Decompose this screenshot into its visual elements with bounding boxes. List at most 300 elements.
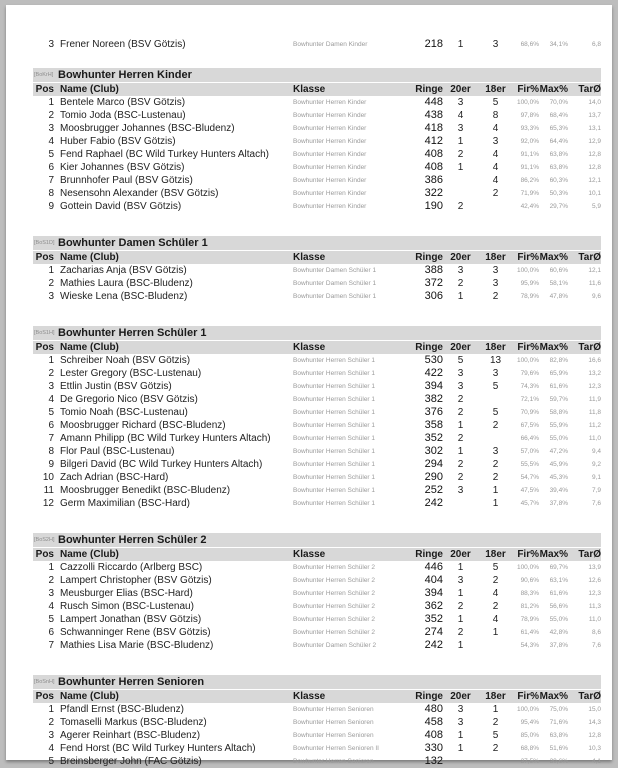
cell-max: 61,6% xyxy=(549,383,568,390)
cell-name: Amann Philipp (BC Wild Turkey Hunters Altach) xyxy=(60,433,271,444)
cell-pos: 4 xyxy=(48,743,54,754)
cell-fir: 81,2% xyxy=(520,603,539,610)
result-row xyxy=(33,587,601,600)
cell-20er: 1 xyxy=(457,743,464,754)
cell-20er: 1 xyxy=(457,588,464,599)
cell-pos: 7 xyxy=(48,175,54,186)
cell-klasse: Bowhunter Herren Senioren xyxy=(293,706,374,713)
cell-18er: 2 xyxy=(492,743,499,754)
cell-ringe: 422 xyxy=(424,367,443,379)
cell-ringe: 252 xyxy=(424,484,443,496)
result-row xyxy=(33,367,601,380)
cell-max: 58,8% xyxy=(549,409,568,416)
cell-fir: 72,1% xyxy=(520,396,539,403)
cell-tar: 13,1 xyxy=(588,125,601,132)
result-row xyxy=(33,135,601,148)
cell-20er: 2 xyxy=(457,278,464,289)
cell-ringe: 242 xyxy=(424,497,443,509)
result-row xyxy=(33,626,601,639)
cell-ringe: 388 xyxy=(424,264,443,276)
cell-name: Lester Gregory (BSC-Lustenau) xyxy=(60,368,202,379)
cell-klasse: Bowhunter Herren Schüler 2 xyxy=(293,629,376,636)
cell-tar: 12,1 xyxy=(588,267,601,274)
cell-tar: 11,6 xyxy=(588,280,601,287)
cell-klasse: Bowhunter Herren Schüler 1 xyxy=(293,370,376,377)
section-title-bar xyxy=(33,68,601,82)
cell-fir: 79,6% xyxy=(520,370,539,377)
cell-ringe: 306 xyxy=(424,290,443,302)
section-title: Bowhunter Herren Senioren xyxy=(58,676,205,688)
cell-pos: 6 xyxy=(48,627,54,638)
column-header-20er: 20er xyxy=(450,691,471,702)
cell-fir: 42,4% xyxy=(520,203,539,210)
cell-20er: 1 xyxy=(457,640,464,651)
cell-klasse: Bowhunter Herren Kinder xyxy=(293,125,367,132)
cell-fir: 78,9% xyxy=(520,293,539,300)
cell-tar: 12,3 xyxy=(588,590,601,597)
result-row xyxy=(33,96,601,109)
category-sections xyxy=(33,68,601,768)
cell-ringe: 290 xyxy=(424,471,443,483)
cell-fir: 97,8% xyxy=(520,112,539,119)
cell-name: Kier Johannes (BSV Götzis) xyxy=(60,162,185,173)
cell-name: Gottein David (BSV Götzis) xyxy=(60,201,182,212)
cell-fir: 45,7% xyxy=(520,500,539,507)
cell-klasse: Bowhunter Herren Senioren xyxy=(293,732,374,739)
cell-max: 63,8% xyxy=(549,164,568,171)
cell-max: 64,4% xyxy=(549,138,568,145)
column-header-18er: 18er xyxy=(485,342,506,353)
cell-tar: 12,8 xyxy=(588,151,601,158)
section-title-bar xyxy=(33,533,601,547)
cell-max: 45,3% xyxy=(549,474,568,481)
cell-ringe: 412 xyxy=(424,135,443,147)
cell-fir: 68,6% xyxy=(520,41,539,48)
column-header-20er: 20er xyxy=(450,549,471,560)
result-row xyxy=(33,122,601,135)
cell-tar: 11,9 xyxy=(588,396,601,403)
result-row xyxy=(33,148,601,161)
cell-ringe: 382 xyxy=(424,393,443,405)
cell-klasse: Bowhunter Herren Schüler 1 xyxy=(293,500,376,507)
cell-pos: 6 xyxy=(48,162,54,173)
cell-tar: 10,3 xyxy=(588,745,601,752)
column-header-18er: 18er xyxy=(485,691,506,702)
cell-tar: 12,8 xyxy=(588,732,601,739)
cell-fir: 54,7% xyxy=(520,474,539,481)
cell-18er: 3 xyxy=(492,39,499,50)
cell-20er: 2 xyxy=(457,459,464,470)
cell-tar: 11,8 xyxy=(588,409,601,416)
cell-max: 61,6% xyxy=(549,590,568,597)
cell-klasse: Bowhunter Herren Schüler 1 xyxy=(293,409,376,416)
cell-name: Tomio Noah (BSC-Lustenau) xyxy=(60,407,188,418)
cell-ringe: 242 xyxy=(424,639,443,651)
result-row xyxy=(33,497,601,510)
cell-20er: 1 xyxy=(457,614,464,625)
cell-20er: 1 xyxy=(457,291,464,302)
section-rows xyxy=(33,96,601,213)
column-header-klasse: Klasse xyxy=(293,252,326,263)
cell-ringe: 480 xyxy=(424,703,443,715)
cell-ringe: 132 xyxy=(424,755,443,767)
cell-max: 75,0% xyxy=(549,706,568,713)
column-header-tar: TarØ xyxy=(578,252,601,263)
result-row xyxy=(33,613,601,626)
cell-name: Bilgeri David (BC Wild Turkey Hunters Altach) xyxy=(60,459,263,470)
cell-pos: 9 xyxy=(48,459,54,470)
result-row xyxy=(33,109,601,122)
cell-klasse: Bowhunter Herren Schüler 1 xyxy=(293,383,376,390)
cell-fir: 93,3% xyxy=(520,125,539,132)
cell-18er: 4 xyxy=(492,162,499,173)
cell-ringe: 530 xyxy=(424,354,443,366)
cell-18er: 3 xyxy=(492,446,499,457)
result-row xyxy=(33,716,601,729)
column-header-pos: Pos xyxy=(35,691,54,702)
column-header-ringe: Ringe xyxy=(415,84,443,95)
cell-pos: 7 xyxy=(48,433,54,444)
cell-tar: 11,2 xyxy=(588,422,601,429)
section-code: [BoKrH] xyxy=(34,72,54,78)
cell-ringe: 294 xyxy=(424,458,443,470)
cell-pos: 3 xyxy=(48,588,54,599)
cell-name: Frener Noreen (BSV Götzis) xyxy=(60,39,186,50)
cell-klasse: Bowhunter Herren Schüler 2 xyxy=(293,616,376,623)
cell-max: 56,6% xyxy=(549,603,568,610)
cell-ringe: 448 xyxy=(424,96,443,108)
cell-20er: 1 xyxy=(457,446,464,457)
cell-ringe: 394 xyxy=(424,380,443,392)
cell-pos: 12 xyxy=(42,498,54,509)
cell-tar: 4,1 xyxy=(591,758,601,765)
cell-max: 63,8% xyxy=(549,151,568,158)
cell-klasse: Bowhunter Herren Senioren xyxy=(293,758,374,765)
column-header-18er: 18er xyxy=(485,252,506,263)
cell-fir: 68,8% xyxy=(520,745,539,752)
result-row xyxy=(33,406,601,419)
cell-pos: 2 xyxy=(48,368,54,379)
cell-klasse: Bowhunter Herren Schüler 1 xyxy=(293,461,376,468)
cell-name: Lampert Christopher (BSV Götzis) xyxy=(60,575,212,586)
column-header-fir: Fir% xyxy=(517,252,539,263)
cell-max: 34,1% xyxy=(549,41,568,48)
column-header-klasse: Klasse xyxy=(293,549,326,560)
cell-tar: 13,9 xyxy=(588,564,601,571)
column-header-klasse: Klasse xyxy=(293,84,326,95)
cell-18er: 1 xyxy=(492,627,499,638)
cell-tar: 7,6 xyxy=(591,642,601,649)
cell-name: Bentele Marco (BSV Götzis) xyxy=(60,97,186,108)
cell-name: Breinsberger John (FAC Götzis) xyxy=(60,756,202,767)
cell-klasse: Bowhunter Herren Kinder xyxy=(293,203,367,210)
cell-tar: 7,9 xyxy=(591,487,601,494)
cell-klasse: Bowhunter Herren Schüler 1 xyxy=(293,474,376,481)
cell-18er: 2 xyxy=(492,472,499,483)
column-header-row xyxy=(33,548,601,561)
column-header-tar: TarØ xyxy=(578,342,601,353)
section-rows xyxy=(33,561,601,652)
cell-tar: 15,0 xyxy=(588,706,601,713)
results-page xyxy=(6,5,612,767)
category-section xyxy=(33,68,601,213)
cell-20er: 3 xyxy=(457,265,464,276)
cell-klasse: Bowhunter Herren Schüler 2 xyxy=(293,603,376,610)
cell-tar: 6,8 xyxy=(591,41,601,48)
cell-18er: 1 xyxy=(492,485,499,496)
cell-max: 37,8% xyxy=(549,500,568,507)
cell-pos: 1 xyxy=(48,704,54,715)
cell-klasse: Bowhunter Herren Kinder xyxy=(293,177,367,184)
cell-18er: 3 xyxy=(492,265,499,276)
section-title: Bowhunter Damen Schüler 1 xyxy=(58,237,208,249)
cell-pos: 3 xyxy=(48,291,54,302)
cell-20er: 1 xyxy=(457,162,464,173)
cell-name: Fend Horst (BC Wild Turkey Hunters Altach) xyxy=(60,743,256,754)
cell-name: Wieske Lena (BSC-Bludenz) xyxy=(60,291,188,302)
cell-18er: 5 xyxy=(492,730,499,741)
column-header-max: Max% xyxy=(539,342,568,353)
cell-fir: 71,9% xyxy=(520,190,539,197)
cell-18er: 13 xyxy=(489,355,502,366)
column-header-max: Max% xyxy=(539,549,568,560)
cell-name: Moosbrugger Johannes (BSC-Bludenz) xyxy=(60,123,235,134)
cell-fir: 55,5% xyxy=(520,461,539,468)
cell-pos: 5 xyxy=(48,614,54,625)
cell-pos: 8 xyxy=(48,446,54,457)
result-row xyxy=(33,703,601,716)
cell-pos: 1 xyxy=(48,562,54,573)
cell-name: Mathies Laura (BSC-Bludenz) xyxy=(60,278,193,289)
result-row xyxy=(33,742,601,755)
cell-pos: 1 xyxy=(48,265,54,276)
cell-klasse: Bowhunter Herren Schüler 1 xyxy=(293,357,376,364)
cell-20er: 2 xyxy=(457,394,464,405)
cell-20er: 1 xyxy=(457,136,464,147)
column-header-18er: 18er xyxy=(485,549,506,560)
cell-20er: 2 xyxy=(457,472,464,483)
cell-name: Schreiber Noah (BSV Götzis) xyxy=(60,355,191,366)
cell-fir: 92,0% xyxy=(520,138,539,145)
cell-klasse: Bowhunter Herren Schüler 2 xyxy=(293,590,376,597)
category-section xyxy=(33,326,601,510)
cell-klasse: Bowhunter Damen Schüler 1 xyxy=(293,280,377,287)
cell-20er: 1 xyxy=(457,39,464,50)
cell-18er: 5 xyxy=(492,97,499,108)
cell-pos: 3 xyxy=(48,730,54,741)
section-code: [BoS1D] xyxy=(34,240,55,246)
column-header-row xyxy=(33,690,601,703)
column-header-tar: TarØ xyxy=(578,84,601,95)
cell-18er: 3 xyxy=(492,368,499,379)
cell-max: 50,3% xyxy=(549,190,568,197)
cell-klasse: Bowhunter Damen Schüler 1 xyxy=(293,267,377,274)
cell-18er: 4 xyxy=(492,149,499,160)
cell-pos: 7 xyxy=(48,640,54,651)
result-row xyxy=(33,38,601,51)
category-section xyxy=(33,675,601,768)
cell-tar: 9,1 xyxy=(591,474,601,481)
cell-18er: 2 xyxy=(492,188,499,199)
column-header-pos: Pos xyxy=(35,84,54,95)
cell-fir: 91,1% xyxy=(520,164,539,171)
result-row xyxy=(33,174,601,187)
cell-max: 47,2% xyxy=(549,448,568,455)
result-row xyxy=(33,419,601,432)
cell-20er: 3 xyxy=(457,704,464,715)
column-header-klasse: Klasse xyxy=(293,342,326,353)
cell-ringe: 458 xyxy=(424,716,443,728)
cell-ringe: 446 xyxy=(424,561,443,573)
column-header-20er: 20er xyxy=(450,252,471,263)
cell-20er: 2 xyxy=(457,601,464,612)
cell-max: 60,6% xyxy=(549,267,568,274)
cell-name: Nesensohn Alexander (BSV Götzis) xyxy=(60,188,219,199)
cell-pos: 5 xyxy=(48,149,54,160)
cell-20er: 5 xyxy=(457,355,464,366)
cell-klasse: Bowhunter Herren Schüler 1 xyxy=(293,448,376,455)
column-header-pos: Pos xyxy=(35,252,54,263)
cell-18er: 5 xyxy=(492,562,499,573)
cell-ringe: 404 xyxy=(424,574,443,586)
cell-name: Agerer Reinhart (BSC-Bludenz) xyxy=(60,730,201,741)
column-header-18er: 18er xyxy=(485,84,506,95)
cell-fir: 57,0% xyxy=(520,448,539,455)
cell-fir: 88,3% xyxy=(520,590,539,597)
cell-tar: 16,6 xyxy=(588,357,601,364)
cell-tar: 12,3 xyxy=(588,383,601,390)
result-row xyxy=(33,380,601,393)
cell-max: 55,0% xyxy=(549,435,568,442)
category-section xyxy=(33,236,601,303)
cell-name: Meusburger Elias (BSC-Hard) xyxy=(60,588,193,599)
column-header-max: Max% xyxy=(539,84,568,95)
cell-fir: 100,0% xyxy=(516,267,539,274)
cell-20er: 2 xyxy=(457,149,464,160)
cell-fir: 95,9% xyxy=(520,280,539,287)
cell-name: Moosbrugger Benedikt (BSC-Bludenz) xyxy=(60,485,231,496)
cell-pos: 1 xyxy=(48,97,54,108)
section-title-bar xyxy=(33,236,601,250)
column-header-20er: 20er xyxy=(450,342,471,353)
result-row xyxy=(33,290,601,303)
cell-18er: 2 xyxy=(492,459,499,470)
result-row xyxy=(33,277,601,290)
cell-name: Fend Raphael (BC Wild Turkey Hunters Altach) xyxy=(60,149,269,160)
cell-name: Flor Paul (BSC-Lustenau) xyxy=(60,446,175,457)
cell-18er: 2 xyxy=(492,717,499,728)
column-header-name: Name (Club) xyxy=(60,84,119,95)
result-row xyxy=(33,755,601,768)
cell-name: Schwanninger Rene (BSV Götzis) xyxy=(60,627,211,638)
cell-18er: 4 xyxy=(492,588,499,599)
cell-klasse: Bowhunter Damen Schüler 2 xyxy=(293,642,377,649)
section-code: [BoSnH] xyxy=(34,679,55,685)
cell-20er: 3 xyxy=(457,717,464,728)
section-code: [BoS2H] xyxy=(34,537,55,543)
cell-name: Ettlin Justin (BSV Götzis) xyxy=(60,381,172,392)
result-row xyxy=(33,471,601,484)
cell-fir: 27,5% xyxy=(520,758,539,765)
cell-max: 55,9% xyxy=(549,422,568,429)
cell-fir: 54,3% xyxy=(520,642,539,649)
cell-pos: 5 xyxy=(48,407,54,418)
cell-18er: 2 xyxy=(492,575,499,586)
cell-ringe: 322 xyxy=(424,187,443,199)
cell-tar: 7,6 xyxy=(591,500,601,507)
cell-ringe: 376 xyxy=(424,406,443,418)
result-row xyxy=(33,574,601,587)
cell-tar: 12,6 xyxy=(588,577,601,584)
cell-tar: 11,0 xyxy=(588,435,601,442)
cell-20er: 3 xyxy=(457,575,464,586)
section-title: Bowhunter Herren Kinder xyxy=(58,69,192,81)
cell-fir: 70,9% xyxy=(520,409,539,416)
cell-ringe: 362 xyxy=(424,600,443,612)
cell-20er: 3 xyxy=(457,381,464,392)
cell-tar: 9,4 xyxy=(591,448,601,455)
cell-18er: 5 xyxy=(492,381,499,392)
cell-20er: 1 xyxy=(457,730,464,741)
column-header-row xyxy=(33,251,601,264)
cell-ringe: 190 xyxy=(424,200,443,212)
cell-ringe: 408 xyxy=(424,148,443,160)
cell-20er: 2 xyxy=(457,407,464,418)
cell-fir: 66,4% xyxy=(520,435,539,442)
cell-18er: 2 xyxy=(492,601,499,612)
column-header-max: Max% xyxy=(539,691,568,702)
column-header-fir: Fir% xyxy=(517,691,539,702)
column-header-name: Name (Club) xyxy=(60,691,119,702)
result-row xyxy=(33,729,601,742)
cell-name: Moosbrugger Richard (BSC-Bludenz) xyxy=(60,420,226,431)
section-rows xyxy=(33,354,601,510)
column-header-pos: Pos xyxy=(35,549,54,560)
cell-fir: 86,2% xyxy=(520,177,539,184)
cell-max: 65,3% xyxy=(549,125,568,132)
result-row xyxy=(33,445,601,458)
section-title: Bowhunter Herren Schüler 2 xyxy=(58,534,207,546)
cell-20er: 2 xyxy=(457,627,464,638)
cell-klasse: Bowhunter Herren Kinder xyxy=(293,99,367,106)
section-title-bar xyxy=(33,326,601,340)
cell-klasse: Bowhunter Herren Senioren II xyxy=(293,745,379,752)
column-header-ringe: Ringe xyxy=(415,549,443,560)
cell-pos: 3 xyxy=(48,381,54,392)
cell-20er: 4 xyxy=(457,110,464,121)
cell-ringe: 394 xyxy=(424,587,443,599)
cell-max: 45,9% xyxy=(549,461,568,468)
cell-18er: 2 xyxy=(492,291,499,302)
cell-tar: 8,6 xyxy=(591,629,601,636)
cell-pos: 10 xyxy=(42,472,54,483)
cell-tar: 12,1 xyxy=(588,177,601,184)
cell-fir: 95,4% xyxy=(520,719,539,726)
cell-pos: 9 xyxy=(48,201,54,212)
cell-pos: 4 xyxy=(48,394,54,405)
section-rows xyxy=(33,264,601,303)
cell-18er: 3 xyxy=(492,136,499,147)
result-row xyxy=(33,432,601,445)
cell-max: 63,8% xyxy=(549,732,568,739)
section-title: Bowhunter Herren Schüler 1 xyxy=(58,327,207,339)
cell-18er: 4 xyxy=(492,175,499,186)
column-header-tar: TarØ xyxy=(578,691,601,702)
column-header-name: Name (Club) xyxy=(60,549,119,560)
cell-ringe: 330 xyxy=(424,742,443,754)
cell-pos: 2 xyxy=(48,717,54,728)
cell-20er: 2 xyxy=(457,201,464,212)
